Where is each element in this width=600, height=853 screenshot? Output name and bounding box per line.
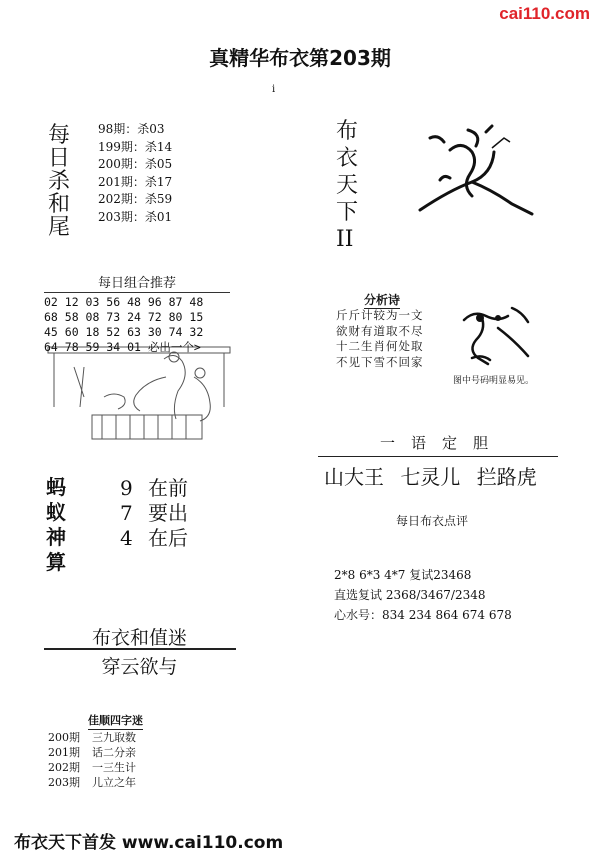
ant-god-text: 在前	[148, 476, 188, 500]
list-item: 98期：杀03	[98, 122, 165, 136]
analysis-poem-lines	[336, 308, 424, 370]
period-label: 203期	[48, 776, 80, 789]
ant-god-heading	[46, 475, 66, 575]
four-word-list	[48, 730, 136, 790]
ant-god-heading-char: 神	[46, 525, 66, 549]
kill-tail-list	[98, 121, 172, 226]
poem-line: 斤斤计较为一文	[336, 308, 424, 322]
small-mark: i	[272, 84, 276, 95]
list-item: 199期：杀14	[98, 139, 173, 154]
riddle-text: 话二分亲	[92, 746, 136, 759]
divider	[318, 456, 558, 457]
ant-god-lines	[120, 476, 188, 551]
daily-comment-title: 每日布衣点评	[396, 514, 469, 528]
poem-line: 不见下雪不回家	[336, 354, 424, 369]
poem-line: 十二生肖何处取	[336, 339, 424, 353]
kill-tail-heading-char: 尾	[48, 215, 71, 240]
analysis-note: 图中号码明显易见。	[453, 376, 535, 386]
list-item	[48, 760, 136, 775]
riddle-text: 三九取数	[92, 731, 136, 744]
period-label: 202期	[48, 761, 80, 774]
combo-row: 45 60 18 52 63 30 74 32	[44, 325, 204, 339]
ant-god-heading-char: 蚂	[46, 475, 66, 499]
ant-god-line	[120, 476, 188, 501]
list-item	[48, 730, 136, 745]
ant-god-number: 9	[120, 476, 133, 500]
buyi-heading	[336, 118, 358, 253]
riddle-answer: 穿云欲与	[101, 656, 178, 678]
period-label: 200期	[48, 731, 80, 744]
daily-comment-lines	[334, 565, 512, 625]
kill-tail-heading	[48, 124, 70, 239]
combo-number-grid	[44, 295, 234, 355]
list-item: 203期：杀01	[98, 209, 173, 224]
ant-god-line	[120, 526, 188, 551]
page-title: 真精华布衣第203期	[209, 46, 391, 70]
ink-plant-icon	[410, 120, 560, 220]
riddle-title: 布衣和值迷	[91, 627, 187, 649]
daily-line: 心水号：834 234 864 674 678	[334, 608, 512, 622]
combo-row: 68 58 08 73 24 72 80 15	[44, 310, 204, 324]
riddle-text: 儿立之年	[92, 776, 136, 789]
buyi-heading-char: 衣	[336, 146, 359, 171]
buyi-heading-char: 下	[336, 200, 359, 225]
four-word-title: 佳顺四字迷	[88, 712, 143, 730]
ant-god-text: 在后	[148, 526, 188, 550]
zodiac-hint: 山大王 七灵儿 拦路虎	[324, 465, 537, 489]
combo-title: 每日组合推荐	[44, 272, 230, 293]
poem-line: 欲财有道取不尽	[336, 323, 424, 338]
period-label: 201期	[48, 746, 80, 759]
list-item: 200期：杀05	[98, 157, 173, 171]
footer-site: 布衣天下首发 www.cai110.com	[14, 833, 284, 853]
kill-tail-heading-char: 每	[48, 123, 71, 148]
ant-god-line	[120, 501, 188, 526]
list-item	[48, 745, 136, 760]
combo-row: 02 12 03 56 48 96 87 48	[44, 295, 204, 309]
ink-branch-icon	[452, 298, 552, 370]
ant-god-text: 要出	[148, 501, 188, 525]
buyi-heading-char: 天	[336, 173, 359, 198]
kill-tail-heading-char: 杀	[48, 169, 71, 194]
analysis-poem-title: 分析诗	[364, 293, 401, 307]
ant-god-number: 7	[120, 501, 133, 525]
combo-recommend-box	[44, 272, 234, 448]
site-watermark: cai110.com	[499, 4, 590, 23]
riddle-text: 一三生计	[92, 761, 136, 774]
kill-tail-heading-char: 日	[48, 146, 71, 171]
yiyu-title: 一语定胆	[380, 434, 505, 452]
list-item	[48, 775, 136, 790]
list-item: 202期：杀59	[98, 192, 173, 206]
divider	[44, 648, 236, 650]
daily-line: 直选复试 2368/3467/2348	[334, 588, 486, 602]
daily-line: 2*8 6*3 4*7 复试23468	[334, 568, 472, 582]
buyi-heading-char: 布	[336, 119, 359, 144]
buyi-heading-char: II	[336, 227, 354, 252]
ant-god-heading-char: 算	[46, 550, 66, 574]
ant-god-number: 4	[120, 526, 133, 550]
kill-tail-heading-char: 和	[48, 192, 71, 217]
list-item: 201期：杀17	[98, 174, 173, 189]
ant-god-heading-char: 蚁	[46, 500, 66, 524]
combo-row: 64 78 59 34 01 必出一个>	[44, 340, 201, 354]
